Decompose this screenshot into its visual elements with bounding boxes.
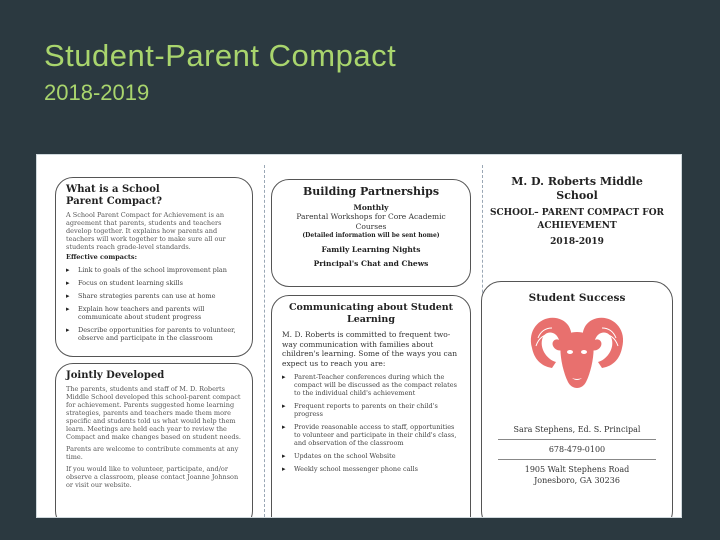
slide-subtitle: 2018-2019 [44,80,150,105]
communicating-box [271,295,471,518]
jointly-developed-volunteer: If you would like to volunteer, participate, and/or observe a classroom, please contact Joanne Johnson or visit our website. [66,465,239,489]
partnership-line: (Detailed information will be sent home) [302,232,440,239]
list-item: ▸ Link to goals of the school improvement plan [66,266,242,274]
student-success-box [481,281,673,518]
communicating-list [282,373,460,473]
partnership-line: Monthly [353,203,389,212]
compact-title: SCHOOL– PARENT COMPACT FOR ACHIEVEMENT [489,208,665,231]
jointly-developed-box [55,363,253,518]
compact-year: 2018-2019 [550,237,604,247]
list-item: ▸ Parent-Teacher conferences during which the compact will be discussed as the compact relates to the individual child's achievement [282,373,460,397]
divider [498,439,656,440]
jointly-developed-text: The parents, students and staff of M. D. Roberts Middle School developed this school-parent compact for achievement. Parents suggested home learning strategies, parents and teachers made them more specific and students told us what would help them learn. Meetings are held each year to review the Compact and make changes based on student needs. [66,385,241,441]
school-city: Jonesboro, GA 30236 [534,476,620,485]
principal-name: Sara Stephens, Ed. S. Principal [513,425,641,434]
partnership-line: Parental Workshops for Core Academic Courses [296,212,446,231]
divider [498,459,656,460]
partnership-line: Family Learning Nights [321,245,421,254]
list-item: ▸ Weekly school messenger phone calls [282,465,460,473]
compact-brochure-image [36,154,682,518]
cover-heading [477,175,677,248]
list-item: ▸ Share strategies parents can use at home [66,292,242,300]
list-item: ▸ Frequent reports to parents on their child's progress [282,402,460,418]
list-item: ▸ Describe opportunities for parents to volunteer, observe and participate in the classroom [66,326,242,342]
communicating-title: Communicating about Student Learning [288,302,454,325]
jointly-developed-comments: Parents are welcome to contribute comments at any time. [66,445,239,461]
student-success-title: Student Success [528,292,626,304]
list-item: ▸ Provide reasonable access to staff, opportunities to volunteer and participate in their child's class, and observation of the classroom [282,423,460,447]
building-partnerships-box [271,179,471,287]
brochure-column-2 [267,165,477,517]
ram-mascot-icon [522,308,632,398]
what-is-compact-title: What is a School Parent Compact? [66,184,162,207]
list-item: ▸ Focus on student learning skills [66,279,242,287]
communicating-intro: M. D. Roberts is committed to frequent two-way communication with families about children's learning. Some of the ways you can expect us to reach you are: [282,330,458,368]
school-name: M. D. Roberts Middle School [511,175,643,202]
what-is-compact-box [55,177,253,357]
brochure-column-3 [477,165,677,517]
brochure-column-1 [49,165,259,517]
school-phone: 678-479-0100 [548,445,606,454]
effective-compacts-label: Effective compacts: [66,253,137,261]
slide-title: Student-Parent Compact [44,38,397,73]
school-street: 1905 Walt Stephens Road [524,465,630,474]
building-partnerships-title: Building Partnerships [302,185,440,198]
what-is-compact-intro: A School Parent Compact for Achievement is an agreement that parents, students and teachers develop together. It explains how parents and teachers will work together to make sure all our students reach grade-level standards. [66,211,226,251]
list-item: ▸ Updates on the school Website [282,452,460,460]
jointly-developed-title: Jointly Developed [66,370,165,381]
list-item: ▸ Explain how teachers and parents will communicate about student progress [66,305,242,321]
partnership-line: Principal's Chat and Chews [313,259,429,268]
effective-compacts-list [66,266,242,342]
